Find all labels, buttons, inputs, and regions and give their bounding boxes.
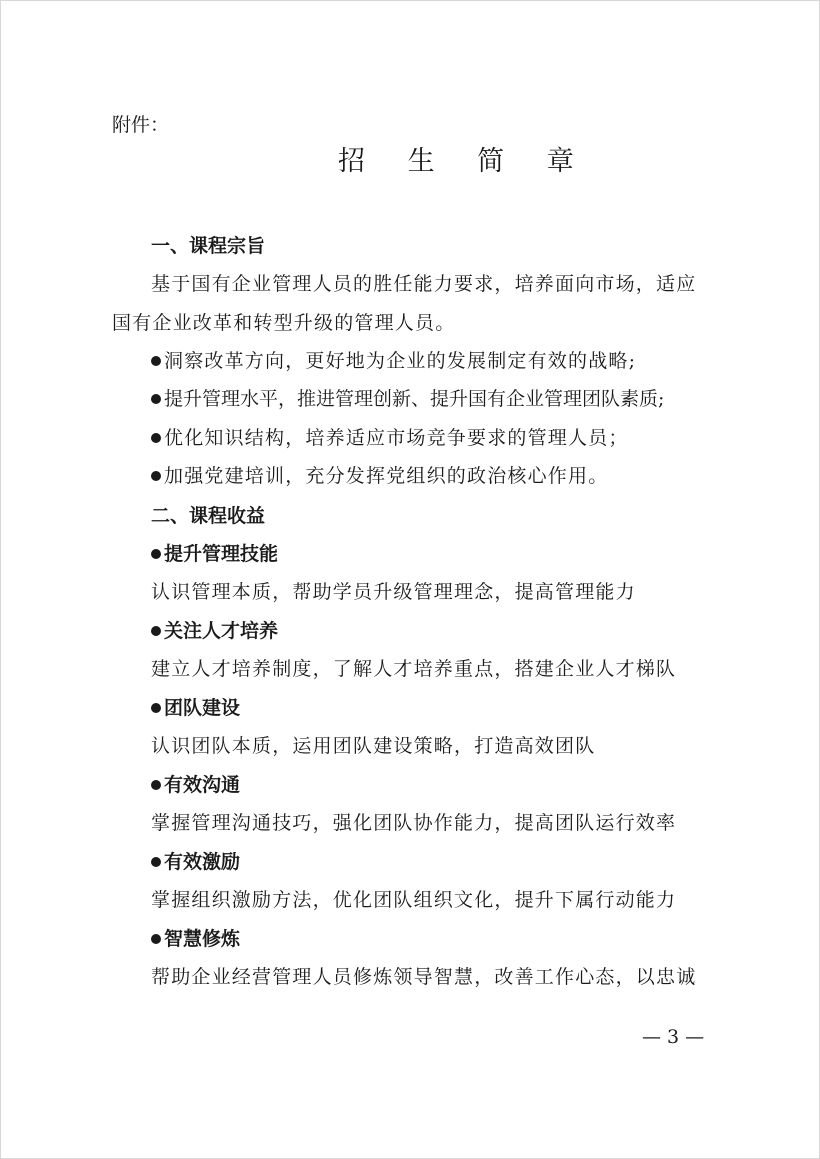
section1-bullet-text: 加强党建培训，充分发挥党组织的政治核心作用。: [164, 465, 609, 487]
section1-bullet-item: [151, 464, 608, 488]
benefit-desc: 掌握组织激励方法，优化团队组织文化，提升下属行动能力: [151, 889, 677, 911]
section1-bullet-item: [151, 387, 664, 411]
benefit-title: [151, 542, 278, 566]
section1-bullet-text: 优化知识结构，培养适应市场竞争要求的管理人员；: [164, 427, 629, 449]
bullet-icon: [151, 934, 161, 944]
bullet-icon: [151, 549, 161, 559]
benefit-desc: 掌握管理沟通技巧，强化团队协作能力，提高团队运行效率: [151, 812, 677, 834]
bullet-icon: [151, 780, 161, 790]
bullet-icon: [151, 356, 161, 366]
benefit-desc: 建立人才培养制度，了解人才培养重点，搭建企业人才梯队: [151, 658, 677, 680]
bullet-icon: [151, 703, 161, 713]
page-number: — 3 —: [642, 1026, 705, 1048]
benefit-title-text: 提升管理技能: [164, 543, 279, 565]
benefit-title-text: 有效沟通: [164, 774, 241, 796]
section2-heading: 二、课程收益: [151, 505, 266, 527]
benefit-title: [151, 619, 278, 643]
benefit-title-text: 有效激励: [164, 851, 241, 873]
section1-heading: 一、课程宗旨: [151, 235, 266, 257]
benefit-desc: 认识管理本质，帮助学员升级管理理念，提高管理能力: [151, 581, 636, 603]
benefit-desc: 认识团队本质，运用团队建设策略，打造高效团队: [151, 735, 596, 757]
page-title: 招 生 简 章: [338, 146, 591, 177]
bullet-icon: [151, 433, 161, 443]
bullet-icon: [151, 471, 161, 481]
section1-bullet-item: [151, 349, 636, 373]
benefit-title-text: 团队建设: [164, 697, 241, 719]
section1-intro-line2: 国有企业改革和转型升级的管理人员。: [112, 312, 456, 334]
attachment-label: 附件：: [112, 114, 170, 136]
benefit-title: [151, 927, 240, 951]
section1-intro-line1: 基于国有企业管理人员的胜任能力要求，培养面向市场，适应: [151, 273, 697, 295]
section1-bullet-text: 提升管理水平，推进管理创新、提升国有企业管理团队素质;: [164, 388, 665, 410]
bullet-icon: [151, 857, 161, 867]
bullet-icon: [151, 626, 161, 636]
benefit-title: [151, 696, 240, 720]
benefit-title: [151, 850, 240, 874]
benefit-title-text: 关注人才培养: [164, 620, 279, 642]
benefit-desc: 帮助企业经营管理人员修炼领导智慧，改善工作心态，以忠诚: [151, 966, 697, 988]
section1-bullet-item: [151, 426, 629, 450]
benefit-title-text: 智慧修炼: [164, 928, 241, 950]
benefit-title: [151, 773, 240, 797]
bullet-icon: [151, 394, 161, 404]
section1-bullet-text: 洞察改革方向，更好地为企业的发展制定有效的战略;: [164, 350, 637, 372]
